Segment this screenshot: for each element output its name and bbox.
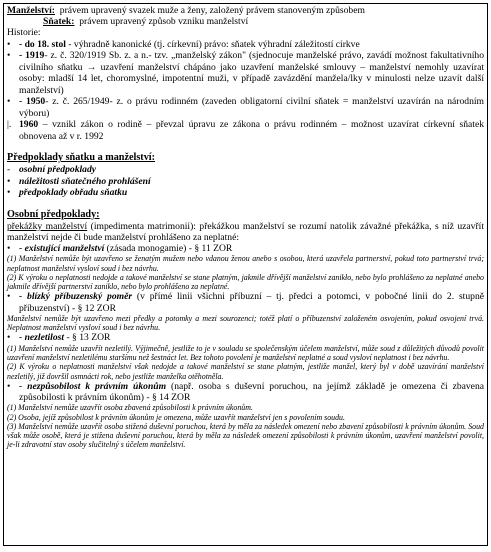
predpoklad-item-text: předpoklady obřadu sňatku (19, 187, 128, 199)
history-item-date: 1960 (19, 119, 39, 131)
predpoklady-list (7, 164, 484, 199)
bullet-marker: • (7, 243, 11, 255)
osobni-intro-underlined: překážky manželství (7, 220, 88, 232)
history-item-desc: - výhradně kanonické (tj. církevní) právo: sňatek výhradní záležitostí církve (65, 38, 360, 50)
bullet-marker: • (7, 175, 11, 187)
definition-manzelstvi (7, 5, 484, 16)
bullet-marker: - (7, 164, 11, 176)
predpoklad-item (7, 187, 484, 199)
impediment-desc: (např. osoba s duševní poruchou, na jejímž základě je omezena či zbavena způsobilosti k právním úkonům) - § 14 ZOR (19, 380, 485, 403)
history-item (7, 50, 484, 96)
impediment-item-text (19, 243, 484, 254)
predpoklad-item (7, 164, 484, 176)
history-item-text (19, 39, 484, 51)
predpoklady-heading: Předpoklady sňatku a manželství: (7, 152, 156, 164)
text-manzelstvi: právem upravený svazek muže a ženy, založený právem stanoveným způsobem (59, 5, 365, 16)
osobni-list (7, 243, 484, 450)
law-quote: Manželství nemůže být uzavřeno mezi předky a potomky a mezi sourozenci; totéž platí o příbuzenství založeném osvojením, pokud osvojení trvá. Neplatnost manželství vysloví soud i bez návrhu. (7, 313, 484, 333)
bullet-marker: • (7, 380, 11, 392)
history-item-desc: - z. č. 320/1919 Sb. z. a n.- tzv. „manželský zákon" (sjednocuje manželské právo, zavádí možnost fakultativního civilního sňatku → uzavření manželství chápáno jako uzavření manželské smlouvy – manželství nemohly uzavírat osoby: mladší 14 let, choromyslné, impotentní muži, v případě zavázdění manžela/lky v minulosti nelze uzavít další manželství) (19, 50, 485, 96)
impediment-item (7, 243, 484, 254)
definition-snatek (7, 16, 484, 27)
predpoklad-item-text: osobní předpoklady (19, 164, 97, 176)
impediment-item-text (19, 291, 484, 313)
bullet-marker: • (7, 291, 11, 303)
law-quote: (3) Manželství nemůže uzavřít osoba stižená duševní poruchou, která by měla za následek omezení nebo zbavení způsobilosti k právním úkonům. Soud však může osobě, která je stižena duševní poruchou, která by měla za následek omezení způsobilosti k právním úkonům, uzavření manželství povolit, je-li zdravotní stav osoby slučitelný s účelem manželství. (7, 421, 484, 450)
bullet-marker: • (7, 332, 11, 344)
impediment-desc: (v přímé linii všichni příbuzní – tj. předci a potomci, v pobočné linii do 2. stupně příbuzenství) - § 12 ZOR (19, 291, 484, 314)
impediment-title: - blízký příbuzenský poměr (19, 291, 133, 303)
history-item (7, 96, 484, 119)
impediment-title: - existující manželství (19, 243, 105, 255)
history-item-date: - 1919 (19, 50, 45, 62)
term-manzelstvi: Manželství: (7, 5, 55, 16)
bullet-marker: |. (7, 119, 12, 131)
bullet-marker: • (7, 96, 11, 108)
history-item-date: - 1950 (19, 96, 46, 108)
history-item-text (19, 119, 484, 142)
history-list (7, 39, 484, 143)
impediment-title: - nezletilost (19, 332, 65, 344)
law-quote: (2) K výroku o neplatnosti nedojde a takové manželství se stane platným, jakmile dřívější manželství zanikło, nebo bylo prohlášeno za neplatné anebo jakmile dřívější partnerství zaniklo, nebo bylo prohlášeno za neplatné. (7, 272, 484, 292)
law-quote: (2) Osoba, jejíž způsobilost k právním úkonům je omezena, může uzavřít manželství jen s povolením soudu. (7, 412, 345, 422)
history-item-text (19, 50, 484, 96)
history-item (7, 39, 484, 51)
history-heading: Historie: (7, 27, 41, 39)
text-snatek: právem upravený způsob vzniku manželství (79, 16, 249, 28)
history-item-desc: – vznikl zákon o rodině – převzal úpravu ze zákona o právu rodinném – možnost uzavírat církevní sňatek obnovena až v r. 1992 (19, 119, 484, 142)
osobni-intro (7, 221, 484, 243)
impediment-desc: (zásada monogamie) - § 11 ZOR (104, 243, 233, 255)
law-quote: (1) Manželství nemůže být uzavřeno se ženatým mužem nebo vdanou ženou anebo s osobou, která uzavřela partnerství, pokud toto partnerství trvá; neplatnost manželství vysloví soud i bez návrhu. (7, 254, 484, 273)
osobni-heading: Osobní předpoklady: (7, 208, 100, 220)
history-item-text (19, 96, 484, 119)
history-item (7, 119, 484, 142)
bullet-marker: • (7, 187, 11, 199)
impediment-item (7, 332, 484, 343)
law-quote: (1) Manželství nemůže uzavřít osoba zbavená způsobilosti k právním úkonům. (7, 403, 253, 413)
law-quote: (2) K výroku o neplatnosti manželství však nedojde a takové manželství se stane platným, jestliže manžel, který byl v době uzavírání manželství nezletilý, již dovršil osmnácti rok, nebo jestliže manželka otěhotněla. (7, 362, 484, 381)
impediment-item (7, 291, 484, 313)
law-quote: (1) Manželství nemůže uzavřít nezletilý. Výjimečně, jestliže to je v souladu se společenským účelem manželství, může soud z důležitých důvodů povolit uzavření manželství nezletilému staršímu než šestnáct let. Bez tohoto povolení je manželství neplatné a soud vysloví neplatnost i bez návrhu. (7, 343, 484, 362)
predpoklad-item (7, 176, 484, 188)
impediment-title: - nezpůsobilost k právním úkonům (19, 380, 167, 392)
impediment-desc: - § 13 ZOR (64, 332, 111, 344)
history-item-desc: - z. č. 265/1949- z. o právu rodinném (zaveden obligatorní civilní sňatek = manželství uzavírán na národním výboru) (19, 96, 485, 119)
bullet-marker: • (7, 50, 11, 62)
impediment-item (7, 381, 484, 403)
document-page (3, 3, 488, 546)
impediment-item-text (19, 381, 484, 403)
osobni-intro-text: (impedimenta matrimonii): překážkou manželství se rozumí natolik závažné překážka, s níž uzavřít manželství nejde či bude manželství prohlášeno za neplatné: (7, 220, 484, 243)
impediment-item-text (19, 332, 484, 343)
bullet-marker: • (7, 38, 11, 50)
history-item-date: - do 18. stol (19, 38, 66, 50)
predpoklad-item-text: náležitosti sňatečného prohlášení (19, 175, 151, 187)
term-snatek: Sňatek: (43, 16, 75, 28)
